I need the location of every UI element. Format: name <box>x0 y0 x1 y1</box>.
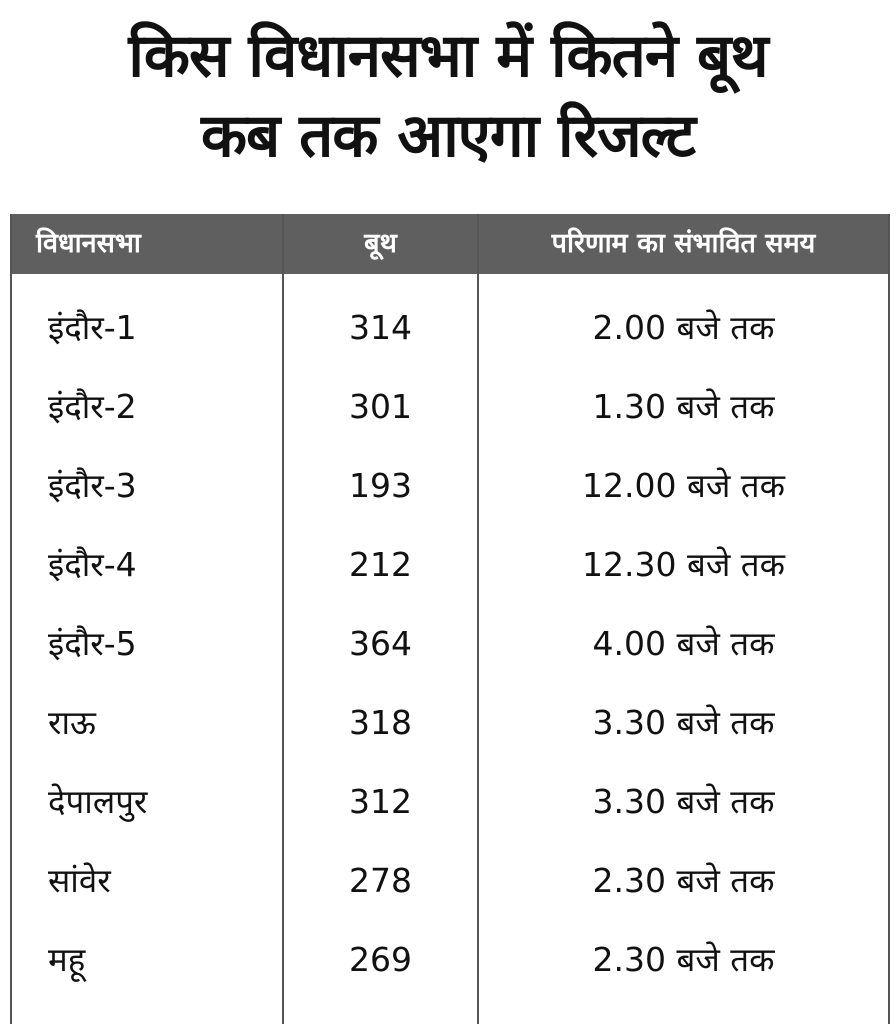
table-row <box>10 446 890 525</box>
results-table <box>10 214 890 1024</box>
headline-line-2: कब तक आएगा रिजल्ट <box>200 101 696 171</box>
result-time-cell: 2.00 बजे तक <box>592 308 775 347</box>
assembly-cell: महू <box>48 940 86 979</box>
booths-cell: 314 <box>349 308 412 347</box>
table-left-border <box>10 214 12 1024</box>
table-body <box>10 288 890 999</box>
booths-cell: 318 <box>349 703 412 742</box>
booths-cell: 193 <box>349 466 412 505</box>
result-time-cell: 12.30 बजे तक <box>582 545 785 584</box>
result-time-cell: 2.30 बजे तक <box>592 861 775 900</box>
headline-line-1: किस विधानसभा में कितने बूथ <box>128 21 768 91</box>
assembly-cell: राऊ <box>48 703 96 742</box>
booths-cell: 278 <box>349 861 412 900</box>
booths-cell: 212 <box>349 545 412 584</box>
booths-cell: 269 <box>349 940 412 979</box>
table-row <box>10 762 890 841</box>
booths-cell: 312 <box>349 782 412 821</box>
assembly-cell: देपालपुर <box>48 782 148 821</box>
booths-cell: 364 <box>349 624 412 663</box>
column-divider-2 <box>477 214 479 1024</box>
assembly-cell: सांवेर <box>48 861 111 900</box>
result-time-cell: 3.30 बजे तक <box>592 782 775 821</box>
result-time-cell: 12.00 बजे तक <box>582 466 785 505</box>
result-time-cell: 3.30 बजे तक <box>592 703 775 742</box>
assembly-cell: इंदौर-2 <box>48 387 137 426</box>
assembly-cell: इंदौर-3 <box>48 466 137 505</box>
table-row <box>10 841 890 920</box>
table-row <box>10 604 890 683</box>
headline <box>0 0 896 200</box>
table-row <box>10 288 890 367</box>
result-time-cell: 1.30 बजे तक <box>592 387 775 426</box>
table-right-border <box>888 214 890 1024</box>
assembly-cell: इंदौर-5 <box>48 624 137 663</box>
assembly-cell: इंदौर-1 <box>48 308 137 347</box>
table-row <box>10 683 890 762</box>
header-result-time: परिणाम का संभावित समय <box>551 228 816 259</box>
result-time-cell: 4.00 बजे तक <box>592 624 775 663</box>
header-booths: बूथ <box>364 228 397 259</box>
assembly-cell: इंदौर-4 <box>48 545 137 584</box>
table-row <box>10 920 890 999</box>
booths-cell: 301 <box>349 387 412 426</box>
table-header-row <box>10 214 890 274</box>
header-assembly: विधानसभा <box>36 228 141 259</box>
column-divider-1 <box>282 214 284 1024</box>
table-row <box>10 525 890 604</box>
table-row <box>10 367 890 446</box>
result-time-cell: 2.30 बजे तक <box>592 940 775 979</box>
